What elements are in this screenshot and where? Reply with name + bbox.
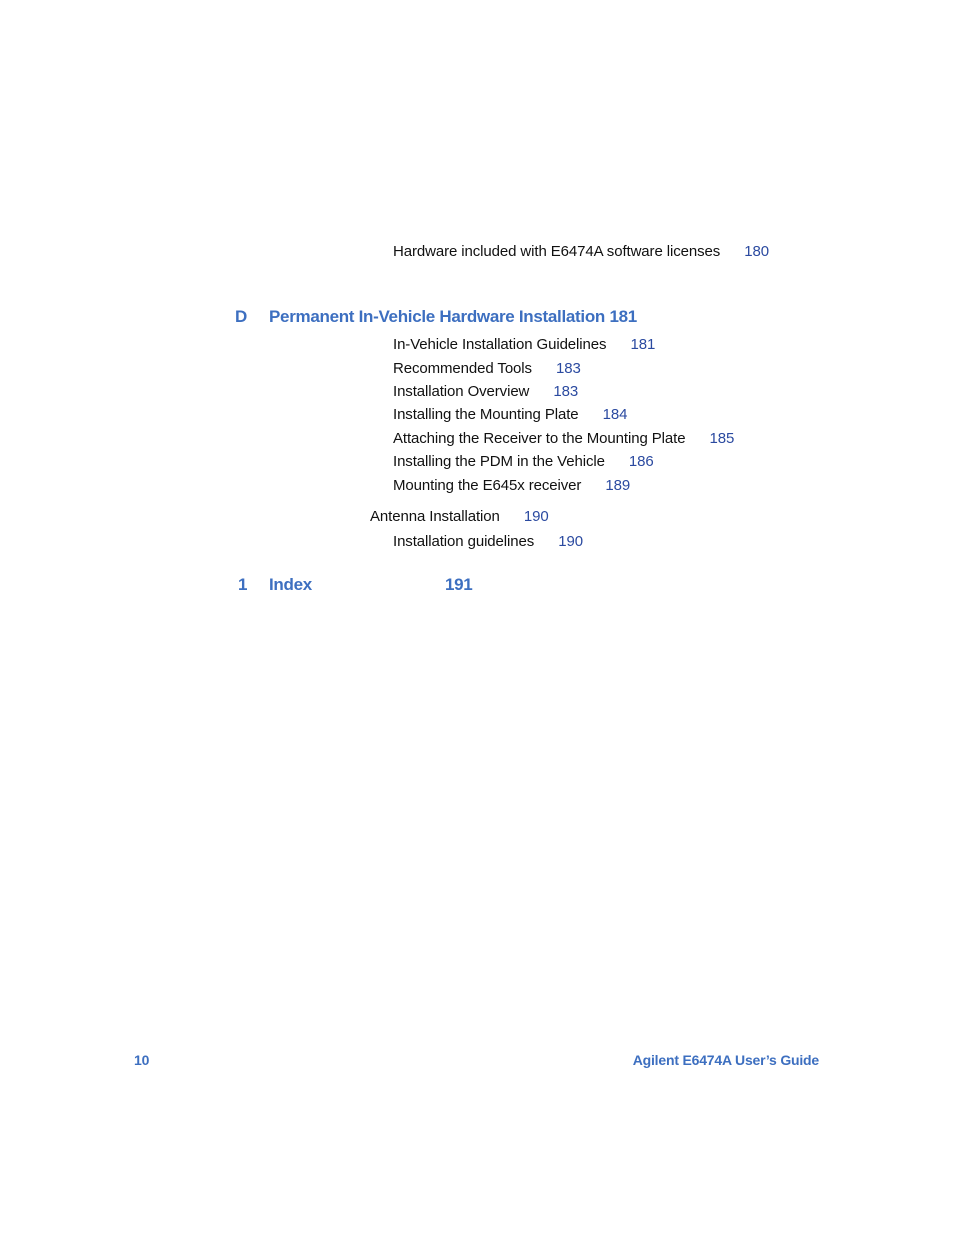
toc-entry-label: Installation Overview bbox=[393, 383, 530, 400]
toc-section[interactable] bbox=[370, 508, 549, 526]
toc-entry-page[interactable]: 184 bbox=[602, 406, 628, 423]
toc-entry-page[interactable]: 189 bbox=[605, 477, 631, 494]
toc-entry-page[interactable]: 186 bbox=[628, 453, 654, 470]
chapter-title: Index bbox=[269, 575, 312, 594]
toc-entry-label: Installation guidelines bbox=[393, 533, 535, 550]
chapter-page[interactable]: 181 bbox=[609, 307, 637, 326]
toc-entry[interactable] bbox=[393, 453, 654, 471]
toc-entry[interactable] bbox=[393, 336, 655, 354]
toc-entry-label: In-Vehicle Installation Guidelines bbox=[393, 336, 607, 353]
chapter-page[interactable]: 191 bbox=[445, 575, 473, 594]
chapter-heading-index[interactable] bbox=[238, 575, 473, 595]
toc-section-label: Antenna Installation bbox=[370, 508, 500, 525]
toc-entry-label: Installing the PDM in the Vehicle bbox=[393, 453, 605, 470]
chapter-letter: 1 bbox=[238, 575, 248, 594]
toc-entry[interactable] bbox=[393, 360, 581, 378]
toc-entry[interactable] bbox=[393, 243, 769, 261]
chapter-letter: D bbox=[235, 307, 247, 326]
toc-entry-page[interactable]: 180 bbox=[744, 243, 769, 260]
toc-entry[interactable] bbox=[393, 477, 630, 495]
toc-entry-page[interactable]: 190 bbox=[558, 533, 583, 550]
chapter-heading-d[interactable] bbox=[235, 307, 637, 327]
toc-entry-label: Mounting the E645x receiver bbox=[393, 477, 582, 494]
toc-entry-page[interactable]: 185 bbox=[709, 430, 735, 447]
toc-entry[interactable] bbox=[393, 533, 583, 551]
toc-section-page[interactable]: 190 bbox=[523, 508, 549, 525]
toc-entry-label: Recommended Tools bbox=[393, 360, 532, 377]
footer-guide-title: Agilent E6474A User’s Guide bbox=[632, 1052, 819, 1068]
toc-entry-label: Hardware included with E6474A software licenses bbox=[393, 243, 721, 260]
toc-entry[interactable] bbox=[393, 430, 734, 448]
toc-entry[interactable] bbox=[393, 383, 578, 401]
toc-entry-label: Installing the Mounting Plate bbox=[393, 406, 579, 423]
toc-entry-page[interactable]: 183 bbox=[556, 360, 581, 377]
toc-entry-page[interactable]: 183 bbox=[553, 383, 579, 400]
chapter-title: Permanent In-Vehicle Hardware Installation bbox=[269, 307, 606, 326]
toc-entry[interactable] bbox=[393, 406, 627, 424]
toc-entry-label: Attaching the Receiver to the Mounting Plate bbox=[393, 430, 686, 447]
chapter-title-line bbox=[269, 307, 637, 327]
toc-entry-page[interactable]: 181 bbox=[630, 336, 656, 353]
footer-page-number: 10 bbox=[134, 1052, 150, 1068]
